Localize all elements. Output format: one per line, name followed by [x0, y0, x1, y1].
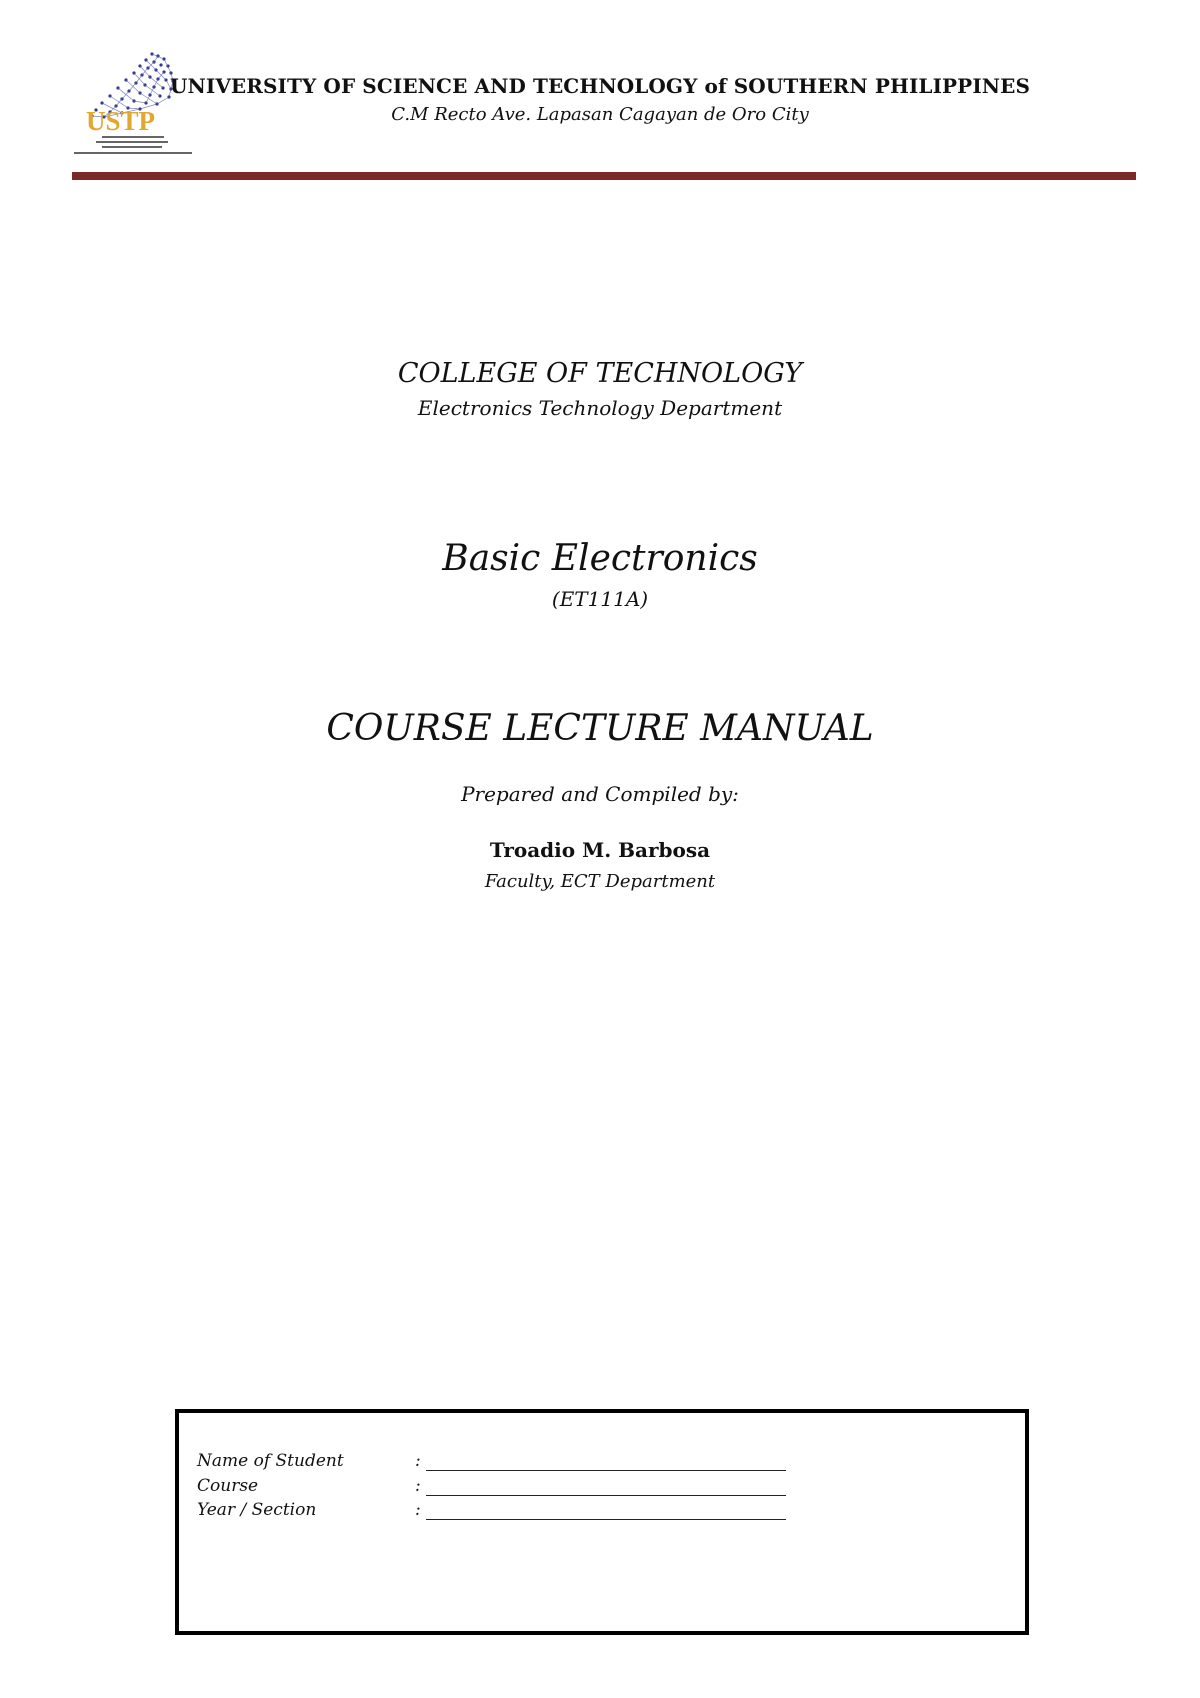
prepared-by-label: Prepared and Compiled by: [461, 782, 739, 806]
svg-text:USTP: USTP [86, 106, 156, 136]
field-label: Name of Student [197, 1451, 344, 1471]
student-info-box [175, 1409, 1029, 1635]
college-name: COLLEGE OF TECHNOLOGY [397, 358, 803, 389]
university-address: C.M Recto Ave. Lapasan Cagayan de Oro City [391, 104, 809, 125]
course-title: Basic Electronics [442, 538, 758, 579]
course-blank[interactable] [426, 1495, 786, 1496]
department-name: Electronics Technology Department [417, 396, 783, 420]
field-label: Year / Section [197, 1500, 317, 1520]
field-separator: : [415, 1451, 421, 1471]
year-section-blank[interactable] [426, 1519, 786, 1520]
author-role: Faculty, ECT Department [484, 871, 716, 892]
name-of-student-blank[interactable] [426, 1470, 786, 1471]
course-code: (ET111A) [551, 587, 649, 611]
field-separator: : [415, 1476, 421, 1496]
manual-title: COURSE LECTURE MANUAL [326, 708, 874, 749]
header-divider [72, 172, 1136, 180]
field-label: Course [197, 1476, 259, 1496]
university-name: UNIVERSITY OF SCIENCE AND TECHNOLOGY of SOUTHERN PHILIPPINES [169, 74, 1031, 98]
field-separator: : [415, 1500, 421, 1520]
author-name: Troadio M. Barbosa [489, 838, 711, 862]
